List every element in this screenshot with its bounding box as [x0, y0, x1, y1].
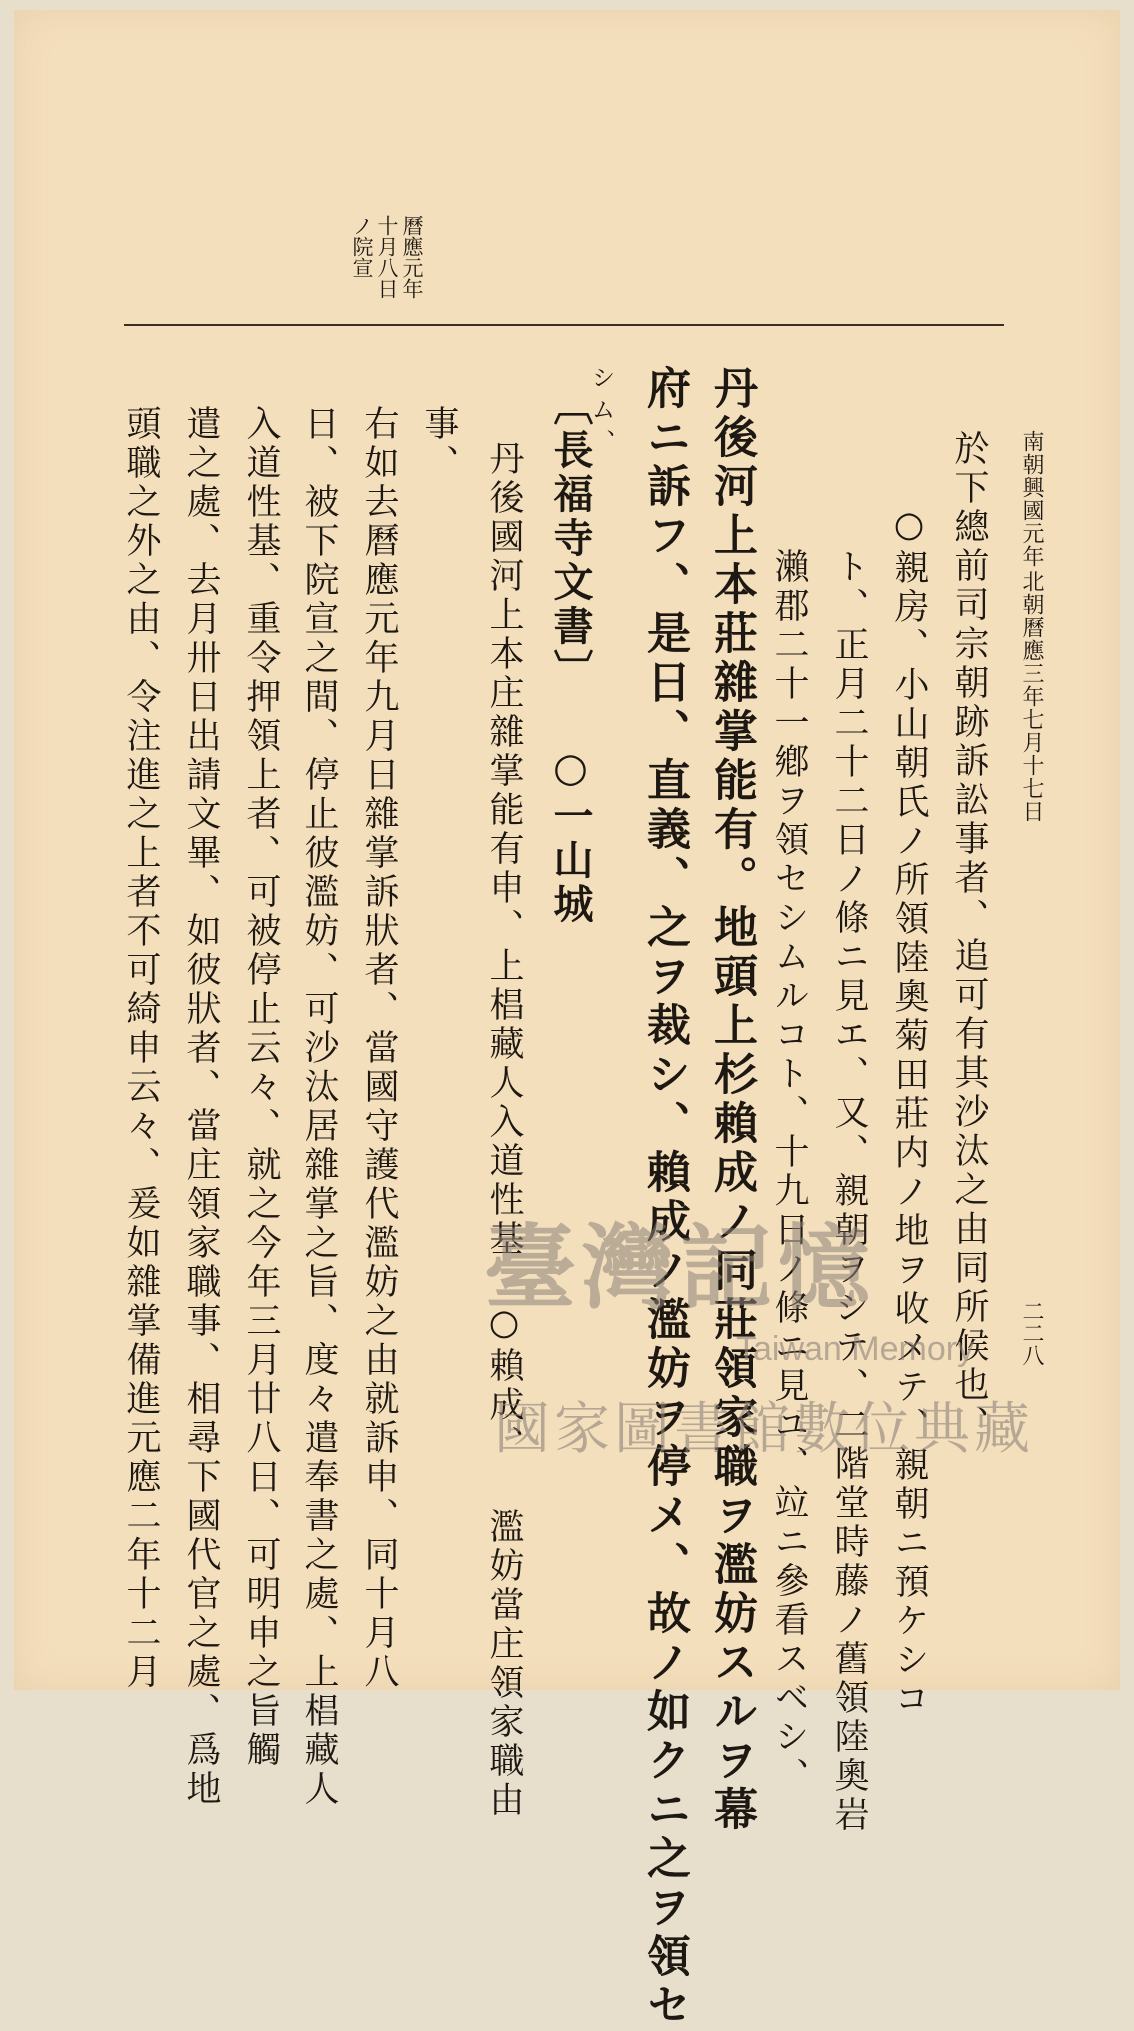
text-column-15: 頭職之外之由、令注進之上者不可綺申云々、爰如雜掌備進元應二年十二月 [121, 405, 161, 1692]
text-column-12: 日、被下院宣之間、停止彼濫妨、可沙汰居雜掌之旨、度々遣奉書之處、上椙藏人 [299, 405, 339, 1809]
watermark-institution: 國家圖書館數位典藏 [494, 1397, 1034, 1460]
entry-heading-line-3: シム、 [587, 365, 615, 461]
margin-note-line-1: 曆應元年 [400, 215, 424, 299]
source-title: 〔長福寺文書〕 ○一山城 [547, 385, 594, 927]
margin-note [349, 215, 424, 299]
margin-note-line-2: 十月八日 [375, 215, 399, 299]
text-column-2: ○親房、小山朝氏ノ所領陸奧菊田莊内ノ地ヲ收メテ、親朝ニ預ケシコ [889, 505, 929, 1719]
entry-heading-line-1: 丹後河上本莊雜掌能有。地頭上杉賴成ノ同莊領家職ヲ濫妨スルヲ幕 [706, 365, 757, 1835]
page-number: 二二八 [1019, 1300, 1044, 1366]
text-column-9: 丹後國河上本庄雜掌能有申、上椙藏人入道性基 ○賴成、 濫妨當庄領家職由 [484, 440, 524, 1820]
watermark-english: Taiwan Memory [736, 1330, 975, 1368]
watermark-logo-text: 臺灣記憶 [484, 1214, 877, 1322]
document-page [14, 10, 1120, 2031]
running-title: 南朝興國元年 [1019, 430, 1044, 568]
running-date: 北朝曆應三年七月十七日 [1019, 570, 1044, 823]
text-column-1: 於下總前司宗朝跡訴訟事者、追可有其沙汰之由同所候也、 [949, 430, 989, 1444]
text-column-13: 入道性基、重令押領上者、可被停止云々、就之今年三月廿八日、可明申之旨觸 [241, 405, 281, 1770]
entry-heading-line-2: 府ニ訴フ、是日、直義、之ヲ裁シ、賴成ノ濫妨ヲ停メ、故ノ如クニ之ヲ領セ [639, 365, 690, 2031]
text-column-10: 事、 [419, 405, 459, 483]
horizontal-rule [124, 324, 1004, 326]
text-column-14: 遣之處、去月卅日出請文畢、如彼狀者、當庄領家職事、相尋下國代官之處、爲地 [181, 405, 221, 1809]
text-column-3: ト、正月二十二日ノ條ニ見エ、又、親朝ヲシテ、二階堂時藤ノ舊領陸奧岩 [829, 548, 869, 1835]
text-column-4: 瀨郡二十一鄕ヲ領セシムルコト、十九日ノ條ニ見ユ、竝ニ參看スベシ、 [769, 548, 809, 1796]
text-column-11: 右如去曆應元年九月日雜掌訴狀者、當國守護代濫妨之由就訴申、同十月八 [359, 405, 399, 1692]
margin-note-line-3: ノ院宣 [350, 215, 374, 278]
